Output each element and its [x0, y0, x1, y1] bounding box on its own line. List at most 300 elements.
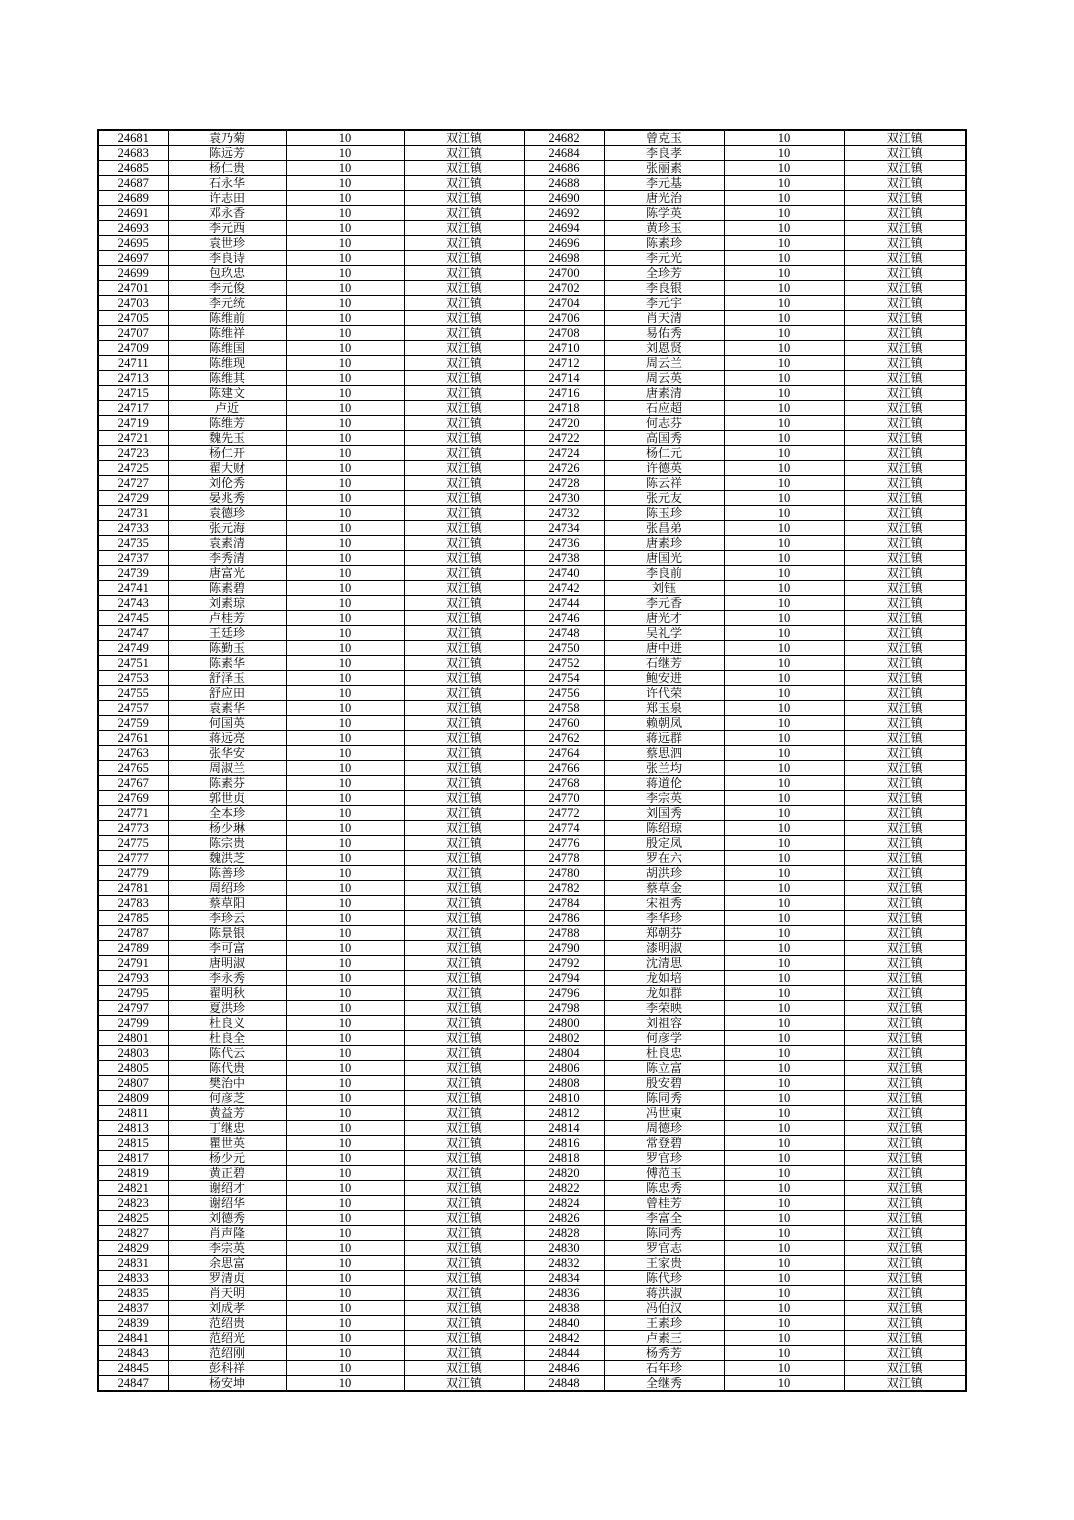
town-cell: 双江镇 — [844, 1331, 966, 1346]
amount-cell: 10 — [286, 866, 404, 881]
amount-cell: 10 — [286, 146, 404, 161]
amount-cell: 10 — [724, 1016, 844, 1031]
person-name-cell: 陈维其 — [168, 371, 286, 386]
person-name-cell: 陈善珍 — [168, 866, 286, 881]
amount-cell: 10 — [724, 836, 844, 851]
town-cell: 双江镇 — [404, 1136, 524, 1151]
town-cell: 双江镇 — [844, 1121, 966, 1136]
amount-cell: 10 — [724, 191, 844, 206]
record-id-cell: 24697 — [98, 251, 168, 266]
person-name-cell: 李元宇 — [604, 296, 724, 311]
person-name-cell: 杨少元 — [168, 1151, 286, 1166]
record-id-cell: 24737 — [98, 551, 168, 566]
town-cell: 双江镇 — [844, 326, 966, 341]
table-row — [98, 431, 966, 446]
table-row — [98, 806, 966, 821]
amount-cell: 10 — [286, 746, 404, 761]
amount-cell: 10 — [724, 1196, 844, 1211]
person-name-cell: 蔡草阳 — [168, 896, 286, 911]
amount-cell: 10 — [724, 791, 844, 806]
record-id-cell: 24686 — [524, 161, 604, 176]
person-name-cell: 杨仁开 — [168, 446, 286, 461]
person-name-cell: 李元基 — [604, 176, 724, 191]
amount-cell: 10 — [724, 1226, 844, 1241]
record-id-cell: 24742 — [524, 581, 604, 596]
amount-cell: 10 — [724, 1136, 844, 1151]
amount-cell: 10 — [286, 191, 404, 206]
amount-cell: 10 — [286, 476, 404, 491]
record-id-cell: 24808 — [524, 1076, 604, 1091]
record-id-cell: 24825 — [98, 1211, 168, 1226]
record-id-cell: 24783 — [98, 896, 168, 911]
amount-cell: 10 — [286, 806, 404, 821]
person-name-cell: 陈同秀 — [604, 1091, 724, 1106]
record-id-cell: 24753 — [98, 671, 168, 686]
town-cell: 双江镇 — [404, 386, 524, 401]
amount-cell: 10 — [724, 1316, 844, 1331]
amount-cell: 10 — [286, 1076, 404, 1091]
record-id-cell: 24771 — [98, 806, 168, 821]
record-id-cell: 24773 — [98, 821, 168, 836]
record-id-cell: 24748 — [524, 626, 604, 641]
person-name-cell: 罗官珍 — [604, 1151, 724, 1166]
person-name-cell: 郭世贞 — [168, 791, 286, 806]
record-id-cell: 24820 — [524, 1166, 604, 1181]
record-id-cell: 24822 — [524, 1181, 604, 1196]
amount-cell: 10 — [286, 641, 404, 656]
person-name-cell: 许德英 — [604, 461, 724, 476]
record-id-cell: 24722 — [524, 431, 604, 446]
amount-cell: 10 — [724, 686, 844, 701]
person-name-cell: 龙如群 — [604, 986, 724, 1001]
table-row — [98, 236, 966, 251]
amount-cell: 10 — [286, 1211, 404, 1226]
record-id-cell: 24848 — [524, 1376, 604, 1392]
town-cell: 双江镇 — [404, 1226, 524, 1241]
amount-cell: 10 — [724, 266, 844, 281]
table-row — [98, 1136, 966, 1151]
person-name-cell: 杜良忠 — [604, 1046, 724, 1061]
record-id-cell: 24816 — [524, 1136, 604, 1151]
town-cell: 双江镇 — [844, 911, 966, 926]
town-cell: 双江镇 — [404, 1031, 524, 1046]
town-cell: 双江镇 — [404, 611, 524, 626]
table-row — [98, 1331, 966, 1346]
town-cell: 双江镇 — [844, 581, 966, 596]
record-id-cell: 24782 — [524, 881, 604, 896]
town-cell: 双江镇 — [844, 1166, 966, 1181]
town-cell: 双江镇 — [404, 866, 524, 881]
town-cell: 双江镇 — [844, 521, 966, 536]
table-row — [98, 311, 966, 326]
table-row — [98, 851, 966, 866]
person-name-cell: 王家贵 — [604, 1256, 724, 1271]
record-id-cell: 24815 — [98, 1136, 168, 1151]
record-id-cell: 24760 — [524, 716, 604, 731]
town-cell: 双江镇 — [404, 926, 524, 941]
record-id-cell: 24843 — [98, 1346, 168, 1361]
amount-cell: 10 — [286, 1256, 404, 1271]
town-cell: 双江镇 — [844, 266, 966, 281]
town-cell: 双江镇 — [844, 191, 966, 206]
amount-cell: 10 — [286, 311, 404, 326]
person-name-cell: 蔡草金 — [604, 881, 724, 896]
record-id-cell: 24723 — [98, 446, 168, 461]
person-name-cell: 袁素清 — [168, 536, 286, 551]
table-row — [98, 341, 966, 356]
person-name-cell: 刘伦秀 — [168, 476, 286, 491]
table-row — [98, 356, 966, 371]
amount-cell: 10 — [724, 746, 844, 761]
town-cell: 双江镇 — [404, 536, 524, 551]
record-id-cell: 24770 — [524, 791, 604, 806]
person-name-cell: 张元友 — [604, 491, 724, 506]
amount-cell: 10 — [724, 956, 844, 971]
town-cell: 双江镇 — [404, 686, 524, 701]
amount-cell: 10 — [724, 1376, 844, 1392]
town-cell: 双江镇 — [844, 356, 966, 371]
record-id-cell: 24805 — [98, 1061, 168, 1076]
amount-cell: 10 — [724, 911, 844, 926]
record-id-cell: 24709 — [98, 341, 168, 356]
town-cell: 双江镇 — [404, 1166, 524, 1181]
table-row — [98, 326, 966, 341]
person-name-cell: 余思富 — [168, 1256, 286, 1271]
table-row — [98, 881, 966, 896]
amount-cell: 10 — [724, 401, 844, 416]
town-cell: 双江镇 — [844, 746, 966, 761]
town-cell: 双江镇 — [404, 731, 524, 746]
person-name-cell: 易佑秀 — [604, 326, 724, 341]
record-id-cell: 24693 — [98, 221, 168, 236]
town-cell: 双江镇 — [404, 130, 524, 146]
record-id-cell: 24847 — [98, 1376, 168, 1392]
amount-cell: 10 — [724, 701, 844, 716]
person-name-cell: 谢绍才 — [168, 1181, 286, 1196]
table-row — [98, 641, 966, 656]
person-name-cell: 李华珍 — [604, 911, 724, 926]
person-name-cell: 李可富 — [168, 941, 286, 956]
amount-cell: 10 — [286, 1331, 404, 1346]
amount-cell: 10 — [286, 1091, 404, 1106]
amount-cell: 10 — [724, 1091, 844, 1106]
record-id-cell: 24837 — [98, 1301, 168, 1316]
person-name-cell: 晏兆秀 — [168, 491, 286, 506]
person-name-cell: 杨安坤 — [168, 1376, 286, 1392]
table-row — [98, 1076, 966, 1091]
record-id-cell: 24726 — [524, 461, 604, 476]
person-name-cell: 罗官志 — [604, 1241, 724, 1256]
amount-cell: 10 — [286, 506, 404, 521]
amount-cell: 10 — [724, 896, 844, 911]
town-cell: 双江镇 — [844, 1361, 966, 1376]
town-cell: 双江镇 — [404, 1256, 524, 1271]
town-cell: 双江镇 — [844, 221, 966, 236]
record-id-cell: 24793 — [98, 971, 168, 986]
town-cell: 双江镇 — [404, 176, 524, 191]
town-cell: 双江镇 — [844, 596, 966, 611]
amount-cell: 10 — [286, 836, 404, 851]
record-id-cell: 24772 — [524, 806, 604, 821]
record-id-cell: 24733 — [98, 521, 168, 536]
town-cell: 双江镇 — [844, 926, 966, 941]
person-name-cell: 李元西 — [168, 221, 286, 236]
record-id-cell: 24776 — [524, 836, 604, 851]
person-name-cell: 傅范玉 — [604, 1166, 724, 1181]
town-cell: 双江镇 — [404, 266, 524, 281]
table-row — [98, 1226, 966, 1241]
record-id-cell: 24704 — [524, 296, 604, 311]
person-name-cell: 陈宗贵 — [168, 836, 286, 851]
person-name-cell: 周德珍 — [604, 1121, 724, 1136]
amount-cell: 10 — [286, 161, 404, 176]
amount-cell: 10 — [724, 1241, 844, 1256]
town-cell: 双江镇 — [844, 311, 966, 326]
person-name-cell: 魏洪芝 — [168, 851, 286, 866]
person-name-cell: 舒泽玉 — [168, 671, 286, 686]
amount-cell: 10 — [724, 866, 844, 881]
person-name-cell: 黄珍玉 — [604, 221, 724, 236]
table-row — [98, 1241, 966, 1256]
amount-cell: 10 — [286, 1301, 404, 1316]
person-name-cell: 李永秀 — [168, 971, 286, 986]
town-cell: 双江镇 — [844, 626, 966, 641]
person-name-cell: 高国秀 — [604, 431, 724, 446]
amount-cell: 10 — [724, 1001, 844, 1016]
town-cell: 双江镇 — [844, 641, 966, 656]
record-id-cell: 24731 — [98, 506, 168, 521]
person-name-cell: 李元俊 — [168, 281, 286, 296]
town-cell: 双江镇 — [844, 1286, 966, 1301]
town-cell: 双江镇 — [404, 446, 524, 461]
person-name-cell: 袁素华 — [168, 701, 286, 716]
record-id-cell: 24789 — [98, 941, 168, 956]
amount-cell: 10 — [724, 881, 844, 896]
amount-cell: 10 — [286, 1136, 404, 1151]
person-name-cell: 肖声隆 — [168, 1226, 286, 1241]
record-id-cell: 24819 — [98, 1166, 168, 1181]
record-id-cell: 24784 — [524, 896, 604, 911]
town-cell: 双江镇 — [404, 461, 524, 476]
record-id-cell: 24746 — [524, 611, 604, 626]
record-id-cell: 24707 — [98, 326, 168, 341]
record-id-cell: 24747 — [98, 626, 168, 641]
table-row — [98, 1091, 966, 1106]
person-name-cell: 蒋道伦 — [604, 776, 724, 791]
person-name-cell: 陈同秀 — [604, 1226, 724, 1241]
person-name-cell: 杨仁元 — [604, 446, 724, 461]
town-cell: 双江镇 — [844, 1016, 966, 1031]
table-row — [98, 1196, 966, 1211]
person-name-cell: 蒋远群 — [604, 731, 724, 746]
amount-cell: 10 — [286, 1196, 404, 1211]
town-cell: 双江镇 — [844, 1061, 966, 1076]
record-id-cell: 24695 — [98, 236, 168, 251]
town-cell: 双江镇 — [844, 1091, 966, 1106]
town-cell: 双江镇 — [844, 656, 966, 671]
person-name-cell: 陈维现 — [168, 356, 286, 371]
records-table-body — [98, 130, 966, 1391]
town-cell: 双江镇 — [844, 1376, 966, 1392]
amount-cell: 10 — [286, 986, 404, 1001]
amount-cell: 10 — [286, 1226, 404, 1241]
town-cell: 双江镇 — [404, 191, 524, 206]
person-name-cell: 何志芬 — [604, 416, 724, 431]
town-cell: 双江镇 — [844, 1046, 966, 1061]
person-name-cell: 陈勤玉 — [168, 641, 286, 656]
town-cell: 双江镇 — [404, 896, 524, 911]
record-id-cell: 24795 — [98, 986, 168, 1001]
person-name-cell: 蒋洪淑 — [604, 1286, 724, 1301]
record-id-cell: 24744 — [524, 596, 604, 611]
person-name-cell: 陈维国 — [168, 341, 286, 356]
table-row — [98, 581, 966, 596]
person-name-cell: 陈玉珍 — [604, 506, 724, 521]
person-name-cell: 周淑兰 — [168, 761, 286, 776]
amount-cell: 10 — [724, 716, 844, 731]
table-row — [98, 836, 966, 851]
person-name-cell: 全珍芳 — [604, 266, 724, 281]
town-cell: 双江镇 — [844, 1031, 966, 1046]
person-name-cell: 卢桂芳 — [168, 611, 286, 626]
town-cell: 双江镇 — [404, 1016, 524, 1031]
amount-cell: 10 — [724, 251, 844, 266]
table-row — [98, 146, 966, 161]
record-id-cell: 24842 — [524, 1331, 604, 1346]
town-cell: 双江镇 — [404, 911, 524, 926]
amount-cell: 10 — [724, 926, 844, 941]
town-cell: 双江镇 — [404, 626, 524, 641]
amount-cell: 10 — [724, 1046, 844, 1061]
record-id-cell: 24711 — [98, 356, 168, 371]
person-name-cell: 夏洪珍 — [168, 1001, 286, 1016]
record-id-cell: 24800 — [524, 1016, 604, 1031]
record-id-cell: 24743 — [98, 596, 168, 611]
record-id-cell: 24694 — [524, 221, 604, 236]
amount-cell: 10 — [286, 1316, 404, 1331]
amount-cell: 10 — [286, 1346, 404, 1361]
amount-cell: 10 — [724, 761, 844, 776]
person-name-cell: 卢近 — [168, 401, 286, 416]
person-name-cell: 唐光治 — [604, 191, 724, 206]
record-id-cell: 24839 — [98, 1316, 168, 1331]
amount-cell: 10 — [724, 581, 844, 596]
amount-cell: 10 — [286, 1151, 404, 1166]
record-id-cell: 24692 — [524, 206, 604, 221]
person-name-cell: 陈立富 — [604, 1061, 724, 1076]
table-row — [98, 701, 966, 716]
record-id-cell: 24829 — [98, 1241, 168, 1256]
person-name-cell: 鲍安进 — [604, 671, 724, 686]
amount-cell: 10 — [724, 596, 844, 611]
person-name-cell: 张昌弟 — [604, 521, 724, 536]
amount-cell: 10 — [286, 206, 404, 221]
town-cell: 双江镇 — [404, 581, 524, 596]
town-cell: 双江镇 — [844, 986, 966, 1001]
table-row — [98, 1061, 966, 1076]
person-name-cell: 全继秀 — [604, 1376, 724, 1392]
town-cell: 双江镇 — [404, 761, 524, 776]
amount-cell: 10 — [286, 1001, 404, 1016]
town-cell: 双江镇 — [844, 806, 966, 821]
amount-cell: 10 — [286, 356, 404, 371]
person-name-cell: 陈素碧 — [168, 581, 286, 596]
amount-cell: 10 — [286, 1241, 404, 1256]
person-name-cell: 刘国秀 — [604, 806, 724, 821]
amount-cell: 10 — [724, 731, 844, 746]
amount-cell: 10 — [286, 386, 404, 401]
amount-cell: 10 — [724, 1271, 844, 1286]
table-row — [98, 956, 966, 971]
amount-cell: 10 — [724, 491, 844, 506]
amount-cell: 10 — [286, 176, 404, 191]
record-id-cell: 24830 — [524, 1241, 604, 1256]
amount-cell: 10 — [286, 266, 404, 281]
town-cell: 双江镇 — [844, 611, 966, 626]
town-cell: 双江镇 — [404, 1301, 524, 1316]
amount-cell: 10 — [724, 416, 844, 431]
table-row — [98, 1031, 966, 1046]
amount-cell: 10 — [724, 176, 844, 191]
amount-cell: 10 — [286, 656, 404, 671]
table-row — [98, 1361, 966, 1376]
record-id-cell: 24841 — [98, 1331, 168, 1346]
amount-cell: 10 — [286, 596, 404, 611]
person-name-cell: 王廷珍 — [168, 626, 286, 641]
person-name-cell: 袁世珍 — [168, 236, 286, 251]
table-row — [98, 671, 966, 686]
record-id-cell: 24699 — [98, 266, 168, 281]
person-name-cell: 何彦学 — [604, 1031, 724, 1046]
table-row — [98, 821, 966, 836]
table-row — [98, 1046, 966, 1061]
town-cell: 双江镇 — [404, 1271, 524, 1286]
record-id-cell: 24817 — [98, 1151, 168, 1166]
table-row — [98, 1151, 966, 1166]
record-id-cell: 24721 — [98, 431, 168, 446]
record-id-cell: 24756 — [524, 686, 604, 701]
table-row — [98, 1121, 966, 1136]
town-cell: 双江镇 — [844, 761, 966, 776]
record-id-cell: 24844 — [524, 1346, 604, 1361]
amount-cell: 10 — [286, 686, 404, 701]
record-id-cell: 24751 — [98, 656, 168, 671]
town-cell: 双江镇 — [844, 836, 966, 851]
record-id-cell: 24835 — [98, 1286, 168, 1301]
person-name-cell: 石年珍 — [604, 1361, 724, 1376]
record-id-cell: 24736 — [524, 536, 604, 551]
record-id-cell: 24768 — [524, 776, 604, 791]
person-name-cell: 常登碧 — [604, 1136, 724, 1151]
amount-cell: 10 — [286, 941, 404, 956]
table-row — [98, 896, 966, 911]
record-id-cell: 24732 — [524, 506, 604, 521]
table-row — [98, 791, 966, 806]
amount-cell: 10 — [724, 326, 844, 341]
person-name-cell: 张元海 — [168, 521, 286, 536]
town-cell: 双江镇 — [404, 1241, 524, 1256]
person-name-cell: 陈建文 — [168, 386, 286, 401]
town-cell: 双江镇 — [844, 281, 966, 296]
town-cell: 双江镇 — [404, 146, 524, 161]
record-id-cell: 24745 — [98, 611, 168, 626]
amount-cell: 10 — [724, 986, 844, 1001]
record-id-cell: 24818 — [524, 1151, 604, 1166]
town-cell: 双江镇 — [404, 701, 524, 716]
town-cell: 双江镇 — [404, 506, 524, 521]
record-id-cell: 24698 — [524, 251, 604, 266]
table-row — [98, 371, 966, 386]
